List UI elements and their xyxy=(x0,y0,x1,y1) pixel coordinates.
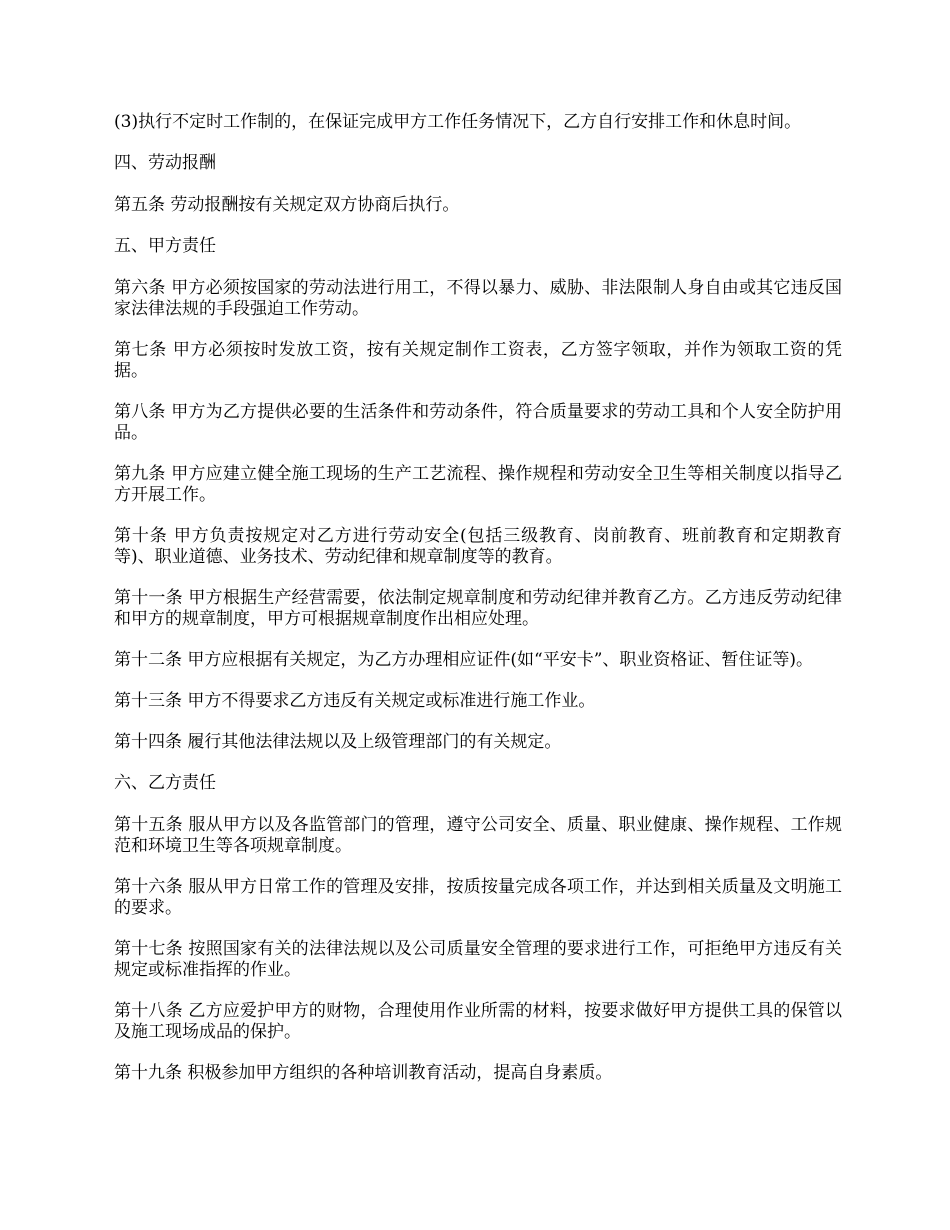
article-5: 第五条 劳动报酬按有关规定双方协商后执行。 xyxy=(114,195,460,215)
article-15: 第十五条 服从甲方以及各监管部门的管理，遵守公司安全、质量、职业健康、操作规程、工作规范和环境卫生等各项规章制度。 xyxy=(114,815,842,856)
article-10: 第十条 甲方负责按规定对乙方进行劳动安全(包括三级教育、岗前教育、班前教育和定期教育等)、职业道德、业务技术、劳动纪律和规章制度等的教育。 xyxy=(114,526,842,567)
article-17: 第十七条 按照国家有关的法律法规以及公司质量安全管理的要求进行工作，可拒绝甲方违反有关规定或标准指挥的作业。 xyxy=(114,939,842,980)
article-13: 第十三条 甲方不得要求乙方违反有关规定或标准进行施工作业。 xyxy=(114,691,596,711)
article-16: 第十六条 服从甲方日常工作的管理及安排，按质按量完成各项工作，并达到相关质量及文明施工的要求。 xyxy=(114,877,842,918)
article-12: 第十二条 甲方应根据有关规定，为乙方办理相应证件(如“平安卡”、职业资格证、暂住证等)。 xyxy=(114,650,814,670)
article-8: 第八条 甲方为乙方提供必要的生活条件和劳动条件，符合质量要求的劳动工具和个人安全防护用品。 xyxy=(114,402,842,443)
article-9: 第九条 甲方应建立健全施工现场的生产工艺流程、操作规程和劳动安全卫生等相关制度以指导乙方开展工作。 xyxy=(114,464,842,505)
article-6: 第六条 甲方必须按国家的劳动法进行用工，不得以暴力、威胁、非法限制人身自由或其它违反国家法律法规的手段强迫工作劳动。 xyxy=(114,278,842,319)
article-18: 第十八条 乙方应爱护甲方的财物，合理使用作业所需的材料，按要求做好甲方提供工具的保管以及施工现场成品的保护。 xyxy=(114,1001,842,1042)
paragraph-working-hours-item-3: (3)执行不定时工作制的，在保证完成甲方工作任务情况下，乙方自行安排工作和休息时间。 xyxy=(114,112,802,132)
section-heading-party-a-duties: 五、甲方责任 xyxy=(114,236,216,256)
document-page xyxy=(114,112,842,1104)
article-7: 第七条 甲方必须按时发放工资，按有关规定制作工资表，乙方签字领取，并作为领取工资的凭据。 xyxy=(114,340,842,381)
article-14: 第十四条 履行其他法律法规以及上级管理部门的有关规定。 xyxy=(114,732,562,752)
article-11: 第十一条 甲方根据生产经营需要，依法制定规章制度和劳动纪律并教育乙方。乙方违反劳动纪律和甲方的规章制度，甲方可根据规章制度作出相应处理。 xyxy=(114,588,842,629)
section-heading-party-b-duties: 六、乙方责任 xyxy=(114,773,216,793)
article-19: 第十九条 积极参加甲方组织的各种培训教育活动，提高自身素质。 xyxy=(114,1063,613,1083)
section-heading-labor-remuneration: 四、劳动报酬 xyxy=(114,153,216,173)
